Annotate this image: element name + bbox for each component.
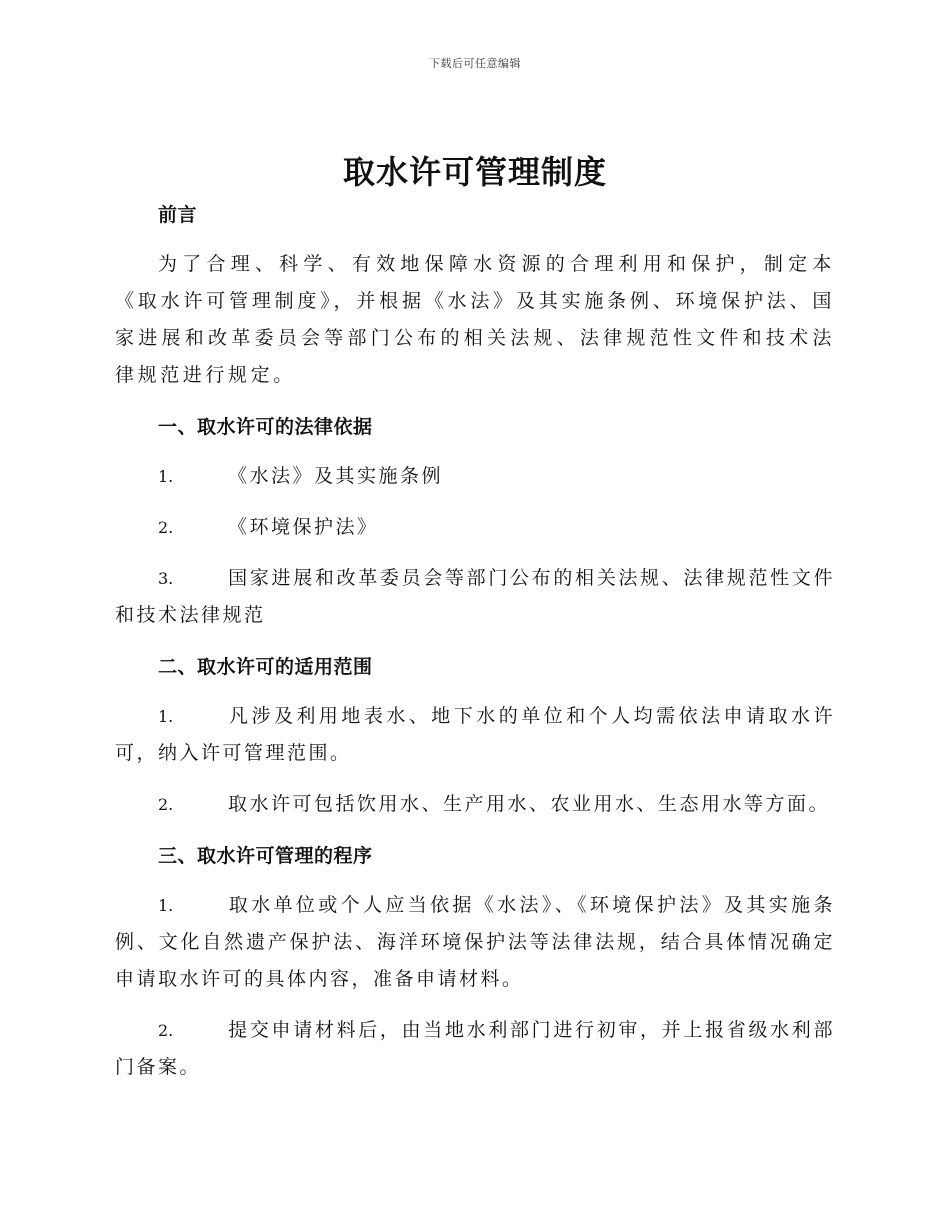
section-heading-2: 二、取水许可的适用范围 <box>158 656 373 678</box>
list-item <box>115 887 835 998</box>
list-item <box>115 560 835 634</box>
document-body <box>115 198 835 1086</box>
item-text: 《环境保护法》 <box>228 516 379 538</box>
section-heading-1: 一、取水许可的法律依据 <box>158 416 373 438</box>
item-text: 取水许可包括饮用水、生产用水、农业用水、生态用水等方面。 <box>228 793 831 815</box>
list-item <box>115 698 835 772</box>
preface-heading: 前言 <box>158 204 198 226</box>
list-item <box>115 458 835 495</box>
list-item <box>115 786 835 823</box>
item-text: 提交申请材料后，由当地水利部门进行初审，并上报省级水利部门备案。 <box>115 1019 835 1078</box>
item-text: 取水单位或个人应当依据《水法》、《环境保护法》及其实施条例、文化自然遗产保护法、海洋环境保护法等法律法规，结合具体情况确定申请取水许可的具体内容，准备申请材料。 <box>115 894 835 990</box>
preface-text: 为了合理、科学、有效地保障水资源的合理利用和保护，制定本《取水许可管理制度》，并根据《水法》及其实施条例、环境保护法、国家进展和改革委员会等部门公布的相关法规、法律规范性文件和技术法律规范进行规定。 <box>115 253 835 386</box>
list-item <box>115 1012 835 1086</box>
item-text: 凡涉及利用地表水、地下水的单位和个人均需依法申请取水许可，纳入许可管理范围。 <box>115 705 835 764</box>
section-heading-3: 三、取水许可管理的程序 <box>158 845 373 867</box>
item-number: 2. <box>158 795 174 814</box>
item-number: 1. <box>158 707 174 726</box>
item-number: 1. <box>158 896 174 915</box>
list-item <box>115 509 835 546</box>
document-title: 取水许可管理制度 <box>342 153 607 191</box>
item-number: 2. <box>158 1021 174 1040</box>
item-text: 国家进展和改革委员会等部门公布的相关法规、法律规范性文件和技术法律规范 <box>115 567 835 626</box>
header-note: 下载后可任意编辑 <box>429 57 521 70</box>
item-number: 3. <box>158 569 174 588</box>
item-number: 2. <box>158 518 174 537</box>
item-number: 1. <box>158 467 174 486</box>
item-text: 《水法》及其实施条例 <box>228 465 444 487</box>
